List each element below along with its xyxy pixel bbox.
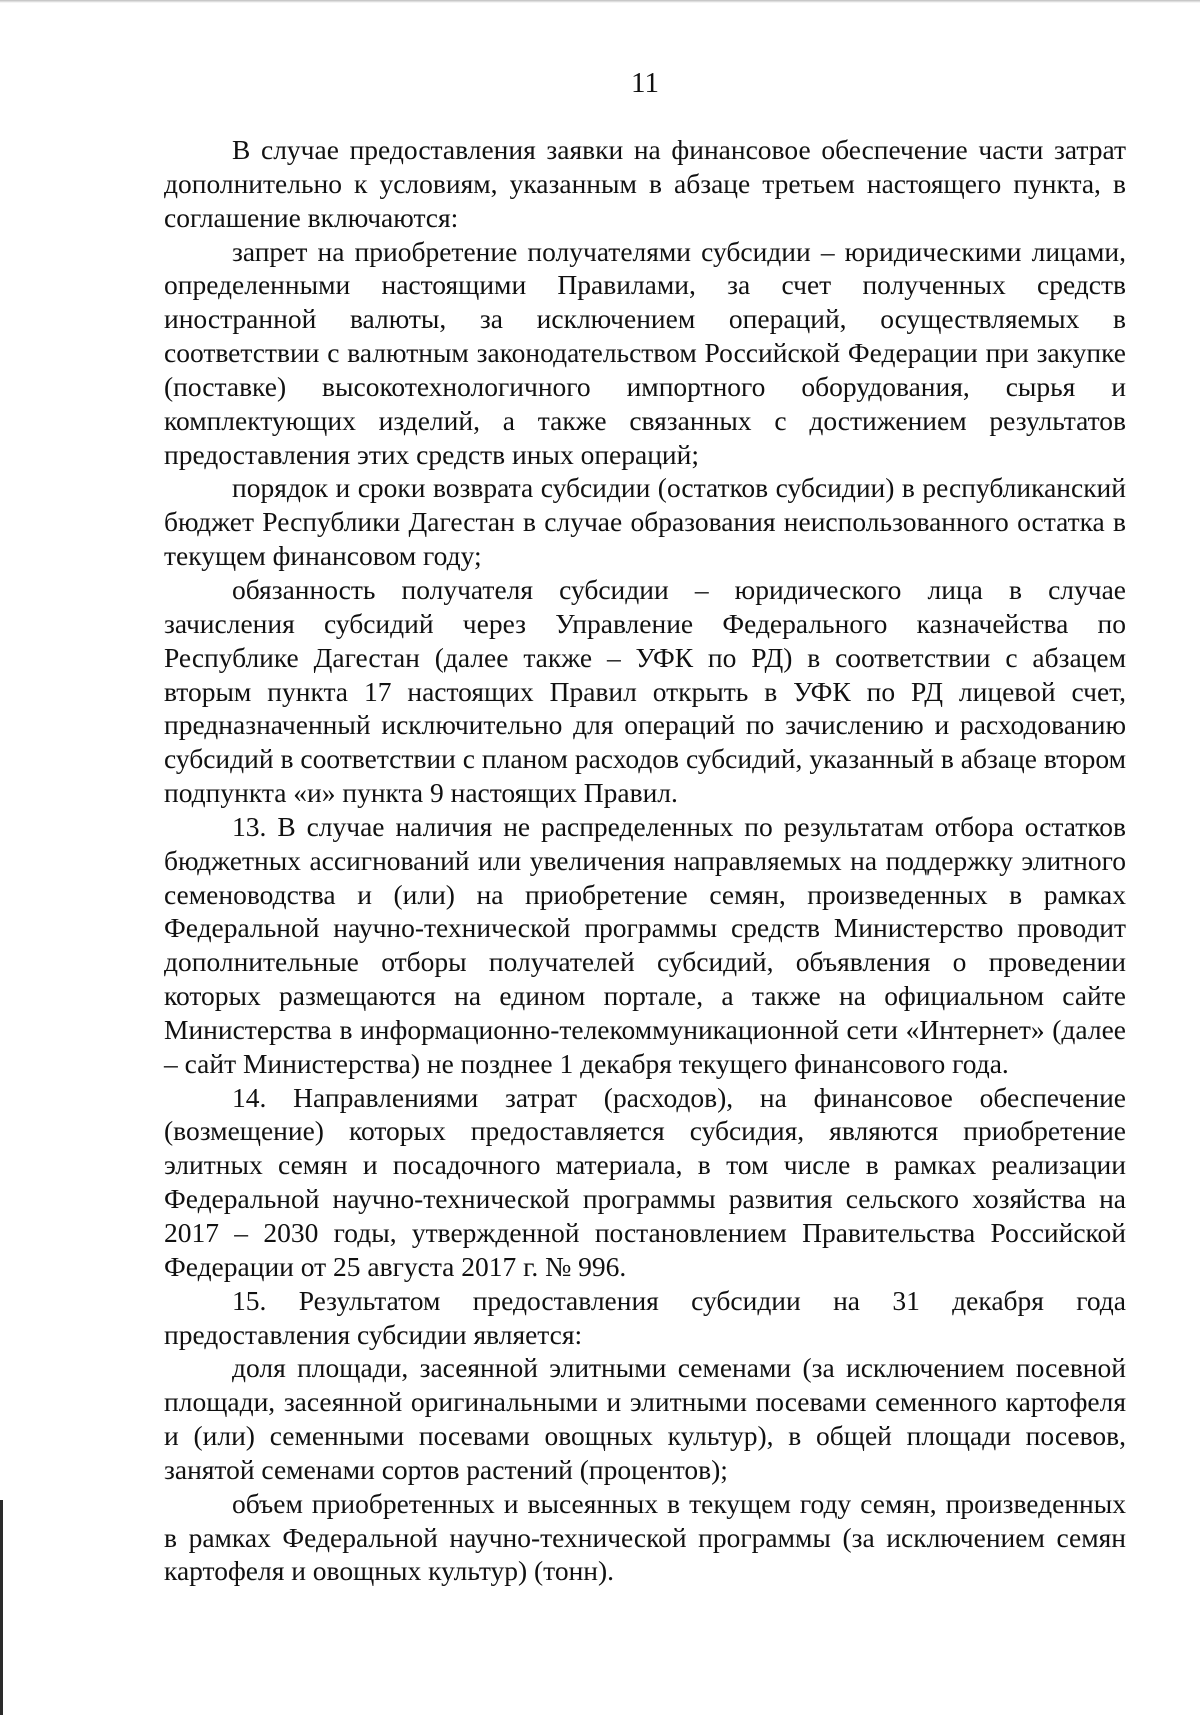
page-number: 11 [631, 67, 659, 99]
scan-left-edge [0, 1500, 3, 1715]
paragraph-section-14: 14. Направлениями затрат (расходов), на финансовое обеспечение (возмещение) которых предоставляется субсидия, являются приобретение элитных семян и посадочного материала, в том числе в рамках реализации Федеральной научно-технической программы развития сельского хозяйства на 2017 – 2030 годы, утвержденной постановлением Правительства Российской Федерации от 25 августа 2017 г. № 996. [164, 1081, 1126, 1282]
paragraph-intro-agreement-terms: В случае предоставления заявки на финансовое обеспечение части затрат дополнительно к условиям, указанным в абзаце третьем настоящего пункта, в соглашение включаются: [164, 134, 1126, 233]
paragraph-currency-purchase-ban: запрет на приобретение получателями субсидии – юридическими лицами, определенными настоящими Правилами, за счет полученных средств иностранной валюты, за исключением операций, осуществляемых в соответствии с валютным законодательством Российской Федерации при закупке (поставке) высокотехнологичного импортного оборудования, сырья и комплектующих изделий, а также связанных с достижением результатов предоставления этих средств иных операций; [164, 235, 1126, 470]
paragraph-result-seed-volume: объем приобретенных и высеянных в текущем году семян, произведенных в рамках Федеральной научно-технической программы (за исключением семян картофеля и овощных культур) (тонн). [164, 1487, 1126, 1587]
paragraph-section-15: 15. Результатом предоставления субсидии на 31 декабря года предоставления субсидии является: [164, 1284, 1126, 1350]
paragraph-subsidy-return-procedure: порядок и сроки возврата субсидии (остатков субсидии) в республиканский бюджет Республики Дагестан в случае образования неиспользованного остатка в текущем финансовом году; [164, 472, 1126, 572]
paragraph-account-opening-obligation: обязанность получателя субсидии – юридического лица в случае зачисления субсидий через Управление Федерального казначейства по Республике Дагестан (далее также – УФК по РД) в соответствии с абзацем вторым пункта 17 настоящих Правил открыть в УФК по РД лицевой счет, предназначенный исключительно для операций по зачислению и расходованию субсидий в соответствии с планом расходов субсидий, указанный в абзаце втором подпункта «и» пункта 9 настоящих Правил. [164, 573, 1126, 809]
scan-top-edge [0, 0, 1200, 3]
paragraph-section-13: 13. В случае наличия не распределенных по результатам отбора остатков бюджетных ассигнований или увеличения направляемых на поддержку элитного семеноводства и (или) на приобретение семян, произведенных в рамках Федеральной научно-технической программы средств Министерство проводит дополнительные отборы получателей субсидий, объявления о проведении которых размещаются на едином портале, а также на официальном сайте Министерства в информационно-телекоммуникационной сети «Интернет» (далее – сайт Министерства) не позднее 1 декабря текущего финансового года. [164, 810, 1126, 1079]
document-body [164, 133, 1126, 1588]
paragraph-result-area-share: доля площади, засеянной элитными семенами (за исключением посевной площади, засеянной оригинальными и элитными посевами семенного картофеля и (или) семенными посевами овощных культур), в общей площади посевов, занятой семенами сортов растений (процентов); [164, 1352, 1126, 1485]
